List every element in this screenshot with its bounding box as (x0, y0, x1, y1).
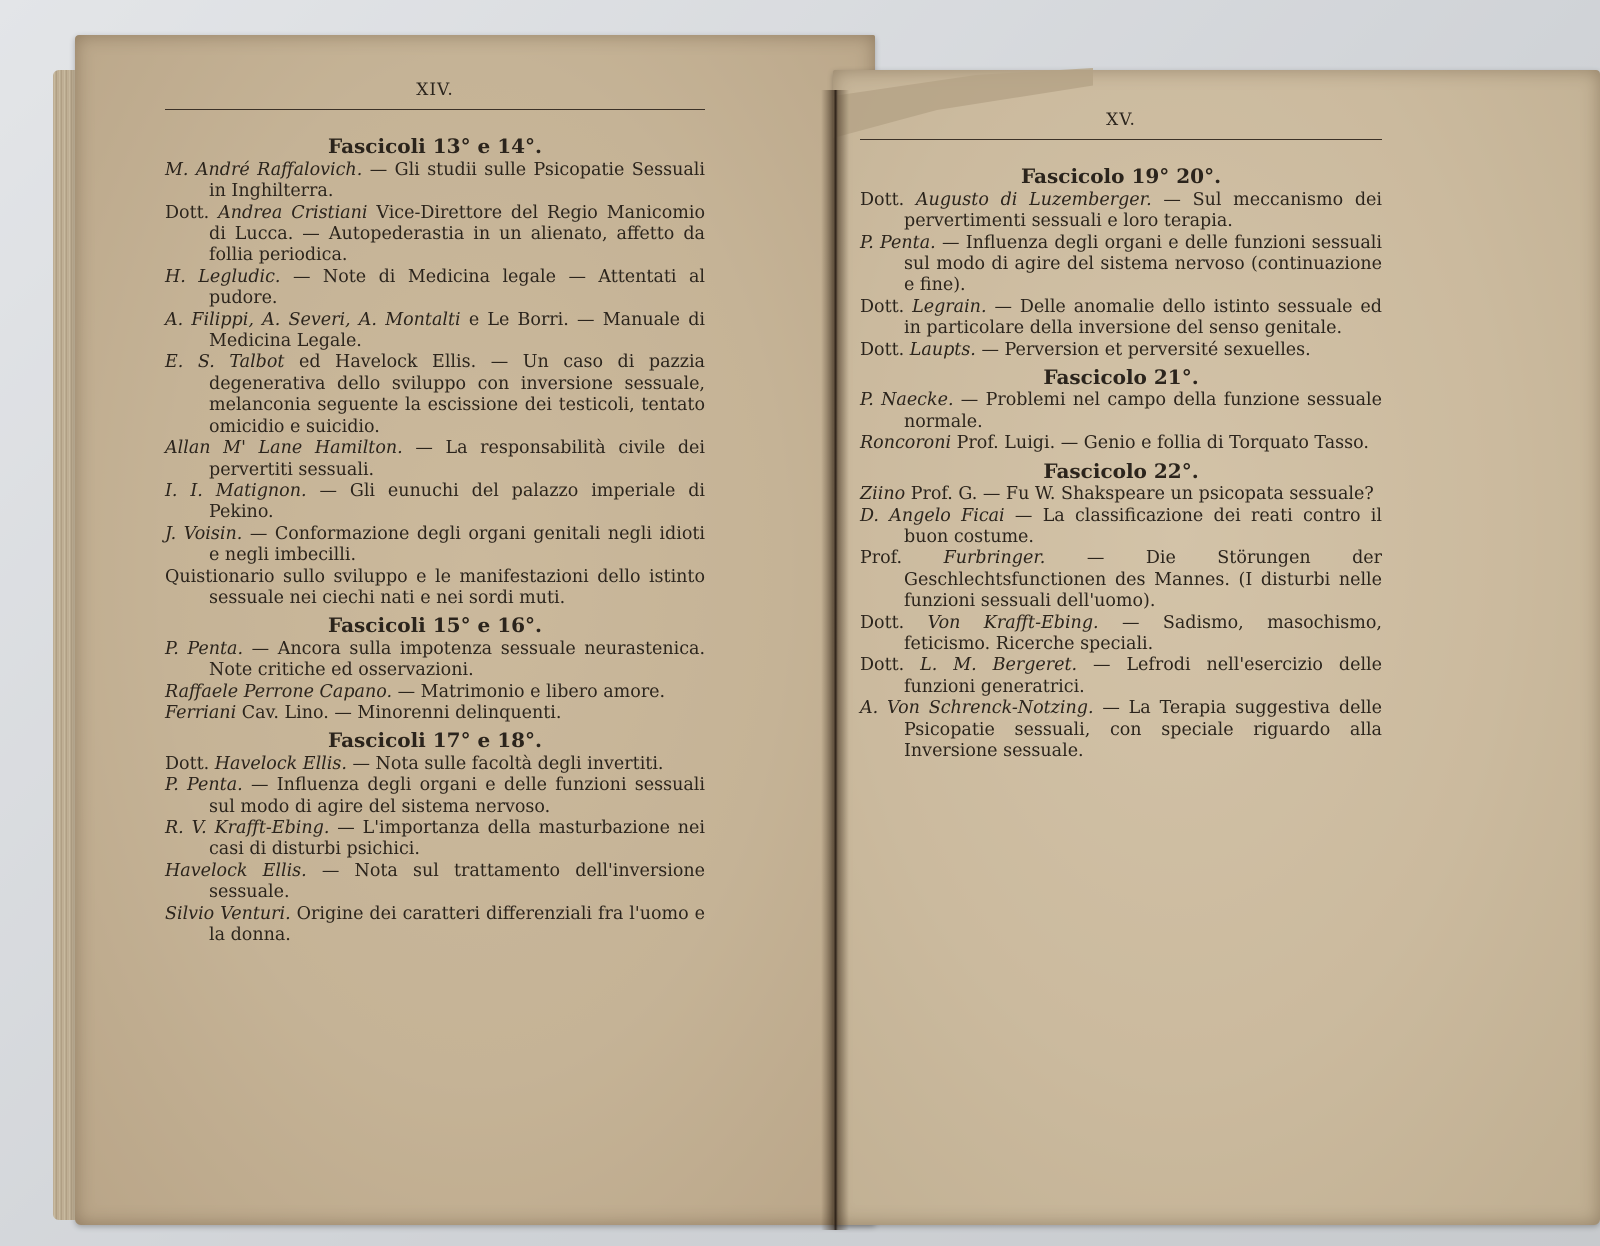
entry-author: Legrain. (912, 296, 987, 317)
entry-text: Origine dei caratteri differenziali fra l'uomo e la donna. (209, 903, 705, 946)
bibliography-entry (860, 297, 1382, 340)
entry-text: — Sul meccanismo dei pervertimenti sessuali e loro terapia. (904, 189, 1382, 232)
bibliography-entry (165, 639, 705, 682)
entry-author: Furbringer. (943, 548, 1046, 569)
bibliography-entry (165, 203, 705, 267)
entry-text: — La classificazione dei reati contro il buon costume. (904, 505, 1382, 547)
bibliography-entry (860, 340, 1382, 361)
section-heading: Fascicolo 19° 20°. (1020, 164, 1222, 189)
book-gutter (821, 90, 849, 1230)
entry-author: R. V. Krafft-Ebing. (165, 818, 330, 838)
entry-author: Augusto di Luzemberger. (915, 189, 1152, 210)
entry-author: A. Von Schrenck-Notzing. (860, 698, 1094, 719)
entry-text: — Note di Medicina legale — Attentati al pudore. (209, 266, 706, 309)
header-rule (860, 139, 1382, 140)
entry-prefix: Dott. (860, 339, 910, 360)
entry-text: — Gli studii sulle Psicopatie Sessuali in Inghilterra. (209, 159, 705, 202)
entry-prefix: Dott. (860, 655, 921, 676)
entry-text: — Die Störungen der Geschlechtsfunctionen des Mannes. (I disturbi nelle funzioni sessuali dell'uomo). (904, 548, 1382, 612)
entry-author: I. I. Matignon. (165, 480, 307, 501)
entry-author: J. Voisin. (165, 523, 243, 544)
entry-prefix: Prof. (860, 548, 944, 569)
entry-text: Quistionario sullo sviluppo e le manifestazioni dello istinto sessuale nei ciechi nati e nei sordi muti. (165, 566, 705, 608)
bibliography-entry (165, 567, 705, 610)
entry-text: — Lefrodi nell'esercizio delle funzioni generatrici. (904, 655, 1382, 697)
entry-author: Allan M' Lane Hamilton. (165, 438, 403, 459)
entry-text: — Gli eunuchi del palazzo imperiale di Pekino. (209, 480, 705, 523)
entry-author: M. André Raffalovich. (165, 159, 363, 180)
entry-author: P. Penta. (165, 775, 243, 796)
entry-text: Cav. Lino. — Minorenni delinquenti. (236, 702, 562, 723)
bibliography-entry (165, 861, 705, 904)
entry-text: e Le Borri. — Manuale di Medicina Legale. (209, 309, 706, 352)
bibliography-entry (165, 267, 705, 310)
right-page-text (860, 110, 1382, 762)
entry-text: — Problemi nel campo della funzione sessuale normale. (904, 390, 1382, 432)
entry-text: Vice-Direttore del Regio Manicomio di Lucca. — Autopederastia in un alienato, affetto da follia periodica. (209, 202, 705, 266)
page-number: XV. (1106, 110, 1136, 130)
entry-text: — Sadismo, masochismo, feticismo. Ricerche speciali. (904, 612, 1382, 654)
bibliography-entry (165, 160, 705, 203)
entry-author: E. S. Talbot (165, 352, 285, 373)
entry-author: D. Angelo Ficai (860, 505, 1005, 526)
bibliography-entry (860, 613, 1382, 656)
left-page-text (165, 80, 705, 946)
entry-author: Laupts. (909, 339, 976, 360)
section-heading: Fascicoli 15° e 16°. (327, 613, 543, 638)
entry-text: — Perversion et perversité sexuelles. (975, 339, 1311, 360)
bibliography-entry (165, 754, 705, 775)
entry-text: — Nota sul trattamento dell'inversione sessuale. (209, 860, 705, 903)
entry-text: — Nota sulle facoltà degli invertiti. (346, 753, 664, 774)
bibliography-entry (860, 484, 1382, 505)
bibliography-entry (860, 655, 1382, 698)
entry-author: P. Penta. (860, 232, 936, 253)
section-heading: Fascicoli 17° e 18°. (327, 728, 543, 753)
section-heading: Fascicolo 21°. (1043, 365, 1199, 390)
bibliography-entry (860, 433, 1382, 454)
entry-author: Ferriani (165, 702, 237, 723)
bibliography-entry (165, 352, 705, 438)
bibliography-entry (165, 682, 705, 703)
entry-text: — L'importanza della masturbazione nei casi di disturbi psichici. (209, 818, 705, 860)
section-heading: Fascicolo 22°. (1043, 458, 1199, 483)
entry-text: — Influenza degli organi e delle funzioni sessuali sul modo di agire del sistema nervoso (continuazione e fine). (904, 232, 1382, 296)
entry-author: Roncoroni (860, 433, 952, 454)
entry-author: A. Filippi, A. Severi, A. Montalti (165, 309, 461, 330)
entry-author: P. Penta. (165, 638, 244, 659)
bibliography-entry (165, 481, 705, 524)
entry-author: Ziino (860, 484, 906, 505)
bibliography-entry (860, 190, 1382, 233)
entry-prefix: Dott. (165, 202, 219, 223)
entry-text: — Conformazione degli organi genitali negli idioti e negli imbecilli. (209, 523, 705, 566)
entry-text: — Matrimonio e libero amore. (392, 681, 666, 702)
entry-author: H. Legludic. (165, 266, 281, 287)
right-sections (860, 166, 1382, 762)
bibliography-entry (860, 548, 1382, 612)
bibliography-entry (860, 390, 1382, 433)
bibliography-entry (165, 818, 705, 861)
entry-author: P. Naecke. (860, 390, 954, 411)
entry-author: Silvio Venturi. (165, 903, 291, 924)
entry-prefix: Dott. (860, 612, 928, 633)
bibliography-entry (165, 310, 705, 353)
entry-text: — La responsabilità civile dei pervertiti sessuali. (209, 438, 705, 480)
bibliography-entry (165, 904, 705, 947)
section-heading: Fascicoli 13° e 14°. (327, 134, 543, 159)
entry-author: L. M. Bergeret. (920, 655, 1078, 676)
left-sections (165, 136, 705, 946)
page-number: XIV. (416, 80, 454, 100)
bibliography-entry (165, 438, 705, 481)
entry-author: Andrea Cristiani (218, 202, 368, 223)
entry-text: ed Havelock Ellis. — Un caso di pazzia degenerativa dello sviluppo con inversione sessuale, melanconia seguente la escissione dei testicoli, tentato omicidio e suicidio. (209, 352, 705, 437)
entry-text: Prof. Luigi. — Genio e follia di Torquato Tasso. (951, 433, 1369, 454)
entry-author: Raffaele Perrone Capano. (165, 681, 393, 702)
entry-author: Havelock Ellis. (214, 753, 347, 774)
entry-prefix: Dott. (165, 753, 215, 774)
entry-text: — Influenza degli organi e delle funzioni sessuali sul modo di agire del sistema nervoso. (209, 775, 705, 817)
bibliography-entry (165, 524, 705, 567)
entry-prefix: Dott. (860, 296, 913, 317)
entry-text: — La Terapia suggestiva delle Psicopatie sessuali, con speciale riguardo alla Inversione sessuale. (904, 698, 1382, 761)
bibliography-entry (860, 698, 1382, 762)
entry-text: Prof. G. — Fu W. Shakspeare un psicopata sessuale? (905, 484, 1374, 505)
entry-prefix: Dott. (860, 189, 916, 210)
bibliography-entry (860, 233, 1382, 297)
header-rule (165, 109, 705, 110)
entry-author: Von Krafft-Ebing. (927, 612, 1099, 633)
bibliography-entry (860, 506, 1382, 549)
bibliography-entry (165, 703, 705, 724)
entry-text: — Ancora sulla impotenza sessuale neurastenica. Note critiche ed osservazioni. (209, 638, 706, 681)
entry-text: — Delle anomalie dello istinto sessuale ed in particolare della inversione del senso genitale. (904, 296, 1382, 339)
entry-author: Havelock Ellis. (165, 860, 307, 881)
bibliography-entry (165, 775, 705, 818)
